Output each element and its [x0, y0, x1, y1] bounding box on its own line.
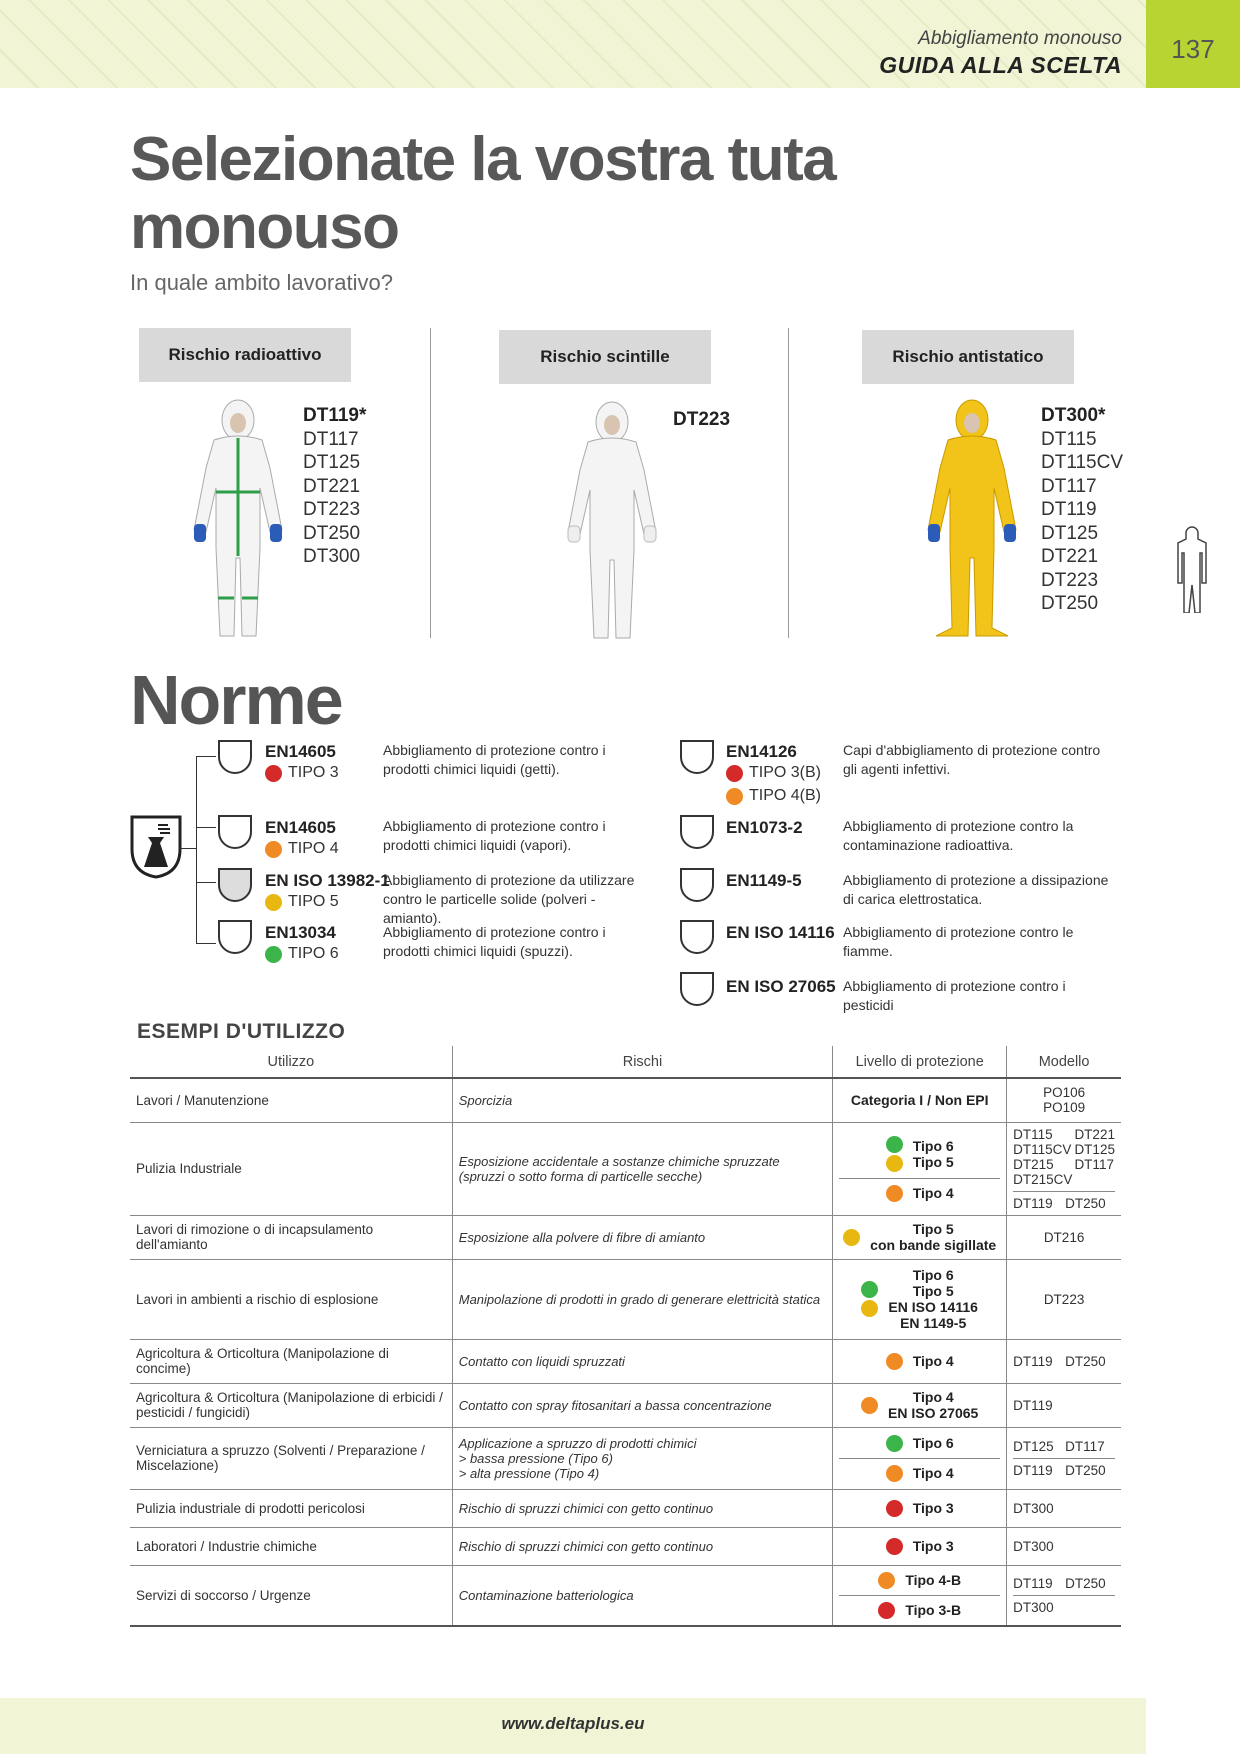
cell-model: [1007, 1427, 1121, 1489]
cell-risk: Rischio di spruzzi chimici con getto continuo: [452, 1527, 832, 1565]
model-item: DT115CV: [1041, 452, 1124, 473]
page-title: Selezionate la vostra tuta monouso: [130, 125, 836, 262]
model-item: DT117: [303, 428, 359, 450]
model-group: [1013, 1191, 1115, 1211]
column-header: Livello di protezione: [833, 1046, 1007, 1078]
shower-shield-icon: [218, 815, 252, 849]
model-item: DT125: [303, 452, 361, 473]
protection-level-label: Tipo 4: [912, 1465, 954, 1481]
cell-model: [1007, 1383, 1121, 1427]
protection-level-label: con bande sigillate: [870, 1237, 997, 1253]
table-row: [130, 1383, 1121, 1427]
type6-dot: [265, 946, 282, 963]
model-code: DT115: [1013, 1126, 1053, 1142]
protection-level: [839, 1267, 1000, 1331]
model-group: [1013, 1576, 1115, 1591]
type5-dot: [265, 894, 282, 911]
radioactive-shield-icon: [680, 815, 714, 849]
protection-level: [839, 1433, 1000, 1454]
protection-level-dot: [886, 1500, 903, 1517]
cell-model: [1007, 1339, 1121, 1383]
norm-type: [265, 893, 339, 911]
protection-level-dot: [843, 1229, 860, 1246]
protection-level-label: Tipo 4-B: [905, 1572, 962, 1588]
biohazard-shield-icon: [680, 740, 714, 774]
norm-tree-bracket: [196, 756, 216, 944]
cell-model: [1007, 1527, 1121, 1565]
model-list-radioactive: [303, 404, 366, 569]
norm-type-label: TIPO 4(B): [749, 787, 822, 804]
model-item: DT250: [303, 522, 361, 544]
model-code: DT125: [1074, 1141, 1115, 1157]
model-code: DT117: [1074, 1156, 1114, 1172]
norm-description: Abbigliamento di protezione contro i prodotti chimici liquidi (spuzzi).: [383, 924, 606, 959]
protection-level-label: Tipo 5: [912, 1153, 954, 1170]
model-code: DT216: [1043, 1229, 1085, 1245]
cell-protection-level: [833, 1489, 1007, 1527]
norm-description: Abbigliamento di protezione contro i prodotti chimici liquidi (getti).: [383, 742, 606, 777]
pesticide-shield-icon: [680, 972, 714, 1006]
coverall-suit-image: [564, 400, 660, 644]
protection-level-label: EN 1149-5: [900, 1315, 967, 1331]
cell-protection-level: [833, 1565, 1007, 1626]
norm-type: [265, 840, 339, 858]
protection-level: [839, 1389, 1000, 1421]
norm-description: Capi d'abbigliamento di protezione contro gli agenti infettivi.: [843, 742, 1101, 777]
protection-level: [839, 1221, 1000, 1253]
risk-box-radioactive: Rischio radioattivo: [139, 328, 351, 382]
model-group: [1013, 1292, 1115, 1307]
model-list-antistatic: [1041, 404, 1123, 616]
coverall-outline-icon: [1176, 525, 1208, 613]
norm-code: EN ISO 27065: [726, 977, 836, 996]
protection-level-dot: [886, 1538, 903, 1555]
protection-level-label: Tipo 4: [912, 1389, 954, 1405]
table-row: [130, 1259, 1121, 1339]
cell-model: [1007, 1565, 1121, 1626]
model-item: DT221: [303, 475, 361, 497]
model-code: DT221: [1074, 1126, 1115, 1142]
splash-shield-icon: [218, 920, 252, 954]
cell-protection-level: [833, 1527, 1007, 1565]
column-divider: [788, 328, 789, 638]
jet-spray-shield-icon: [218, 740, 252, 774]
protection-level-label: Tipo 3: [912, 1538, 954, 1554]
type4b-dot: [726, 788, 743, 805]
protection-level: [839, 1570, 1000, 1591]
norm-type: [726, 764, 821, 782]
protection-level: [839, 1351, 1000, 1372]
coverall-suit-image: [922, 398, 1022, 642]
type4-dot: [265, 841, 282, 858]
protection-level-label: Tipo 3-B: [905, 1602, 962, 1618]
type3-dot: [265, 765, 282, 782]
cell-risk: Contatto con liquidi spruzzati: [452, 1339, 832, 1383]
cell-protection-level: [833, 1078, 1007, 1122]
norm-code: EN14126: [726, 742, 797, 761]
model-item: DT119: [1041, 499, 1097, 520]
model-code: DT250: [1065, 1575, 1106, 1591]
examples-table-body: [130, 1078, 1121, 1626]
cell-use: Pulizia industriale di prodotti pericolosi: [130, 1489, 452, 1527]
cell-use: Pulizia Industriale: [130, 1122, 452, 1215]
table-row: [130, 1489, 1121, 1527]
cell-risk: Contatto con spray fitosanitari a bassa concentrazione: [452, 1383, 832, 1427]
cell-model: [1007, 1122, 1121, 1215]
model-code: DT125: [1013, 1438, 1054, 1454]
cell-risk: Esposizione accidentale a sostanze chimiche spruzzate (spruzzi o sotto forma di particelle secche): [452, 1122, 832, 1215]
flame-shield-icon: [680, 920, 714, 954]
protection-level: [839, 1498, 1000, 1519]
column-header: Modello: [1007, 1046, 1121, 1078]
table-header-row: [130, 1046, 1121, 1078]
risk-line: > alta pressione (Tipo 4): [458, 1465, 600, 1481]
norm-type-label: TIPO 4: [288, 840, 339, 857]
norm-code: EN14605: [265, 818, 336, 837]
protection-level-label: Tipo 5: [912, 1221, 954, 1237]
protection-level-dot: [886, 1353, 903, 1370]
model-code: DT250: [1065, 1353, 1106, 1369]
table-row: [130, 1565, 1121, 1626]
protection-level: [839, 1178, 1000, 1204]
model-code: DT119: [1013, 1353, 1053, 1369]
norm-description: Abbigliamento di protezione contro i prodotti chimici liquidi (vapori).: [383, 818, 606, 853]
protection-level: [839, 1092, 1000, 1108]
model-code: PO106: [1043, 1085, 1086, 1101]
model-group: [1013, 1439, 1115, 1454]
model-code: DT115CV: [1013, 1141, 1072, 1157]
chemical-protection-shield-icon: [130, 815, 182, 879]
model-code: DT215CV: [1013, 1171, 1073, 1187]
risk-line: > bassa pressione (Tipo 6): [458, 1450, 613, 1466]
column-divider: [430, 328, 431, 638]
protection-level: [839, 1536, 1000, 1557]
model-code: DT119: [1013, 1462, 1053, 1478]
protection-level-dot: [861, 1300, 878, 1317]
model-code: DT250: [1065, 1462, 1106, 1478]
protection-level-dot: [878, 1572, 895, 1589]
cell-risk: [452, 1427, 832, 1489]
cell-model: [1007, 1078, 1121, 1122]
model-code: PO109: [1043, 1100, 1086, 1116]
norm-type: [265, 945, 339, 963]
protection-level: [839, 1595, 1000, 1621]
model-item: DT223: [1041, 569, 1099, 591]
model-code: DT215: [1013, 1156, 1054, 1172]
model-item: DT300*: [1041, 405, 1106, 426]
norm-code: EN1073-2: [726, 818, 803, 837]
norm-description: Abbigliamento di protezione contro la contaminazione radioattiva.: [843, 818, 1074, 853]
protection-level-dot: [886, 1136, 903, 1153]
table-row: [130, 1339, 1121, 1383]
model-group: [1013, 1539, 1115, 1554]
cell-use: Servizi di soccorso / Urgenze: [130, 1565, 452, 1626]
protection-level-label: EN ISO 14116: [888, 1299, 978, 1315]
model-code: DT300: [1013, 1500, 1054, 1516]
cell-protection-level: [833, 1215, 1007, 1259]
risk-box-sparks: Rischio scintille: [499, 330, 711, 384]
cell-use: Agricoltura & Orticoltura (Manipolazione di erbicidi / pesticidi / fungicidi): [130, 1383, 452, 1427]
cell-use: Verniciatura a spruzzo (Solventi / Preparazione / Miscelazione): [130, 1427, 452, 1489]
protection-level-dot: [861, 1397, 878, 1414]
model-list-sparks: [673, 408, 730, 432]
norm-code: EN13034: [265, 923, 336, 942]
cell-model: [1007, 1215, 1121, 1259]
cell-use: Lavori / Manutenzione: [130, 1078, 452, 1122]
norm-code: EN ISO 13982-1: [265, 871, 390, 890]
model-group: [1013, 1085, 1115, 1115]
table-row: [130, 1527, 1121, 1565]
footer-url: www.deltaplus.eu: [501, 1714, 645, 1733]
model-group: [1013, 1501, 1115, 1516]
table-row: [130, 1078, 1121, 1122]
protection-level-label: EN ISO 27065: [888, 1405, 979, 1421]
protection-level-label: Tipo 4: [912, 1353, 954, 1369]
model-code: DT117: [1065, 1438, 1105, 1454]
norm-description: Abbigliamento di protezione contro le fiamme.: [843, 924, 1074, 959]
type3b-dot: [726, 765, 743, 782]
column-header: Rischi: [452, 1046, 832, 1078]
model-item: DT117: [1041, 475, 1097, 497]
particles-shield-icon: [218, 868, 252, 902]
model-group: [1013, 1354, 1115, 1369]
protection-level: [839, 1458, 1000, 1484]
norm-code: EN14605: [265, 742, 336, 761]
cell-risk: Esposizione alla polvere di fibre di amianto: [452, 1215, 832, 1259]
norm-type-label: TIPO 6: [288, 945, 339, 962]
model-item: DT115: [1041, 428, 1097, 450]
protection-level-dot: [861, 1281, 878, 1298]
model-group: [1013, 1595, 1115, 1615]
cell-protection-level: [833, 1383, 1007, 1427]
norm-tree-line: [196, 882, 216, 883]
norm-description: Abbigliamento di protezione contro i pesticidi: [843, 978, 1066, 1013]
norm-type: [265, 764, 339, 782]
table-row: [130, 1122, 1121, 1215]
cell-use: Lavori di rimozione o di incapsulamento dell'amianto: [130, 1215, 452, 1259]
risk-line: Applicazione a spruzzo di prodotti chimici: [458, 1435, 697, 1451]
model-code: DT223: [1043, 1291, 1085, 1307]
coverall-suit-image: [190, 398, 286, 642]
norm-type-label: TIPO 5: [288, 893, 339, 910]
cell-use: Agricoltura & Orticoltura (Manipolazione di concime): [130, 1339, 452, 1383]
cell-risk: Rischio di spruzzi chimici con getto continuo: [452, 1489, 832, 1527]
examples-title: ESEMPI D'UTILIZZO: [137, 1020, 346, 1043]
cell-protection-level: [833, 1259, 1007, 1339]
protection-level-label: Tipo 4: [912, 1185, 954, 1201]
protection-level-label: Categoria I / Non EPI: [850, 1092, 989, 1109]
norm-tree-line: [196, 827, 216, 828]
norm-type-label: TIPO 3: [288, 764, 339, 781]
cell-risk: Contaminazione batteriologica: [452, 1565, 832, 1626]
norm-description: Abbigliamento di protezione da utilizzare contro le particelle solide (polveri - amianto).: [383, 872, 635, 926]
protection-level-dot: [886, 1155, 903, 1172]
cell-protection-level: [833, 1427, 1007, 1489]
examples-table: [130, 1046, 1121, 1627]
cell-risk: Manipolazione di prodotti in grado di generare elettricità statica: [452, 1259, 832, 1339]
protection-level-dot: [886, 1185, 903, 1202]
header-title: GUIDA ALLA SCELTA: [879, 52, 1122, 78]
model-group: [1013, 1127, 1115, 1187]
cell-model: [1007, 1489, 1121, 1527]
model-code: DT300: [1013, 1538, 1054, 1554]
model-group: [1013, 1230, 1115, 1245]
model-group: [1013, 1398, 1115, 1413]
model-code: DT119: [1013, 1397, 1053, 1413]
risk-box-antistatic: Rischio antistatico: [862, 330, 1074, 384]
cell-use: Lavori in ambienti a rischio di esplosione: [130, 1259, 452, 1339]
protection-level-label: Tipo 6: [912, 1137, 954, 1154]
protection-level-dot: [878, 1602, 895, 1619]
cell-protection-level: [833, 1122, 1007, 1215]
norm-code: EN1149-5: [726, 871, 802, 890]
model-item: DT119*: [303, 405, 367, 426]
model-code: DT119: [1013, 1575, 1053, 1591]
norm-description: Abbigliamento di protezione a dissipazione di carica elettrostatica.: [843, 872, 1109, 907]
model-item: DT250: [1041, 593, 1099, 614]
protection-level-label: Tipo 5: [912, 1283, 954, 1299]
model-group: [1013, 1458, 1115, 1478]
model-code: DT119: [1013, 1195, 1053, 1211]
model-code: DT300: [1013, 1599, 1054, 1615]
cell-model: [1007, 1259, 1121, 1339]
model-code: DT250: [1065, 1195, 1106, 1211]
header-subtitle: Abbigliamento monouso: [918, 28, 1122, 49]
norm-code: EN ISO 14116: [726, 923, 835, 942]
antistatic-shield-icon: [680, 868, 714, 902]
model-item: DT300: [303, 546, 361, 567]
model-item: DT125: [1041, 522, 1099, 544]
protection-level-dot: [886, 1465, 903, 1482]
cell-risk: Sporcizia: [452, 1078, 832, 1122]
protection-level: [839, 1134, 1000, 1174]
page-number: 137: [1171, 34, 1215, 64]
cell-protection-level: [833, 1339, 1007, 1383]
model-item: DT221: [1041, 546, 1099, 567]
norme-title: Norme: [130, 661, 342, 739]
model-item: DT223: [303, 499, 361, 520]
table-row: [130, 1215, 1121, 1259]
protection-level-dot: [886, 1435, 903, 1452]
page-subtitle: In quale ambito lavorativo?: [130, 270, 393, 295]
norm-type: [726, 787, 821, 805]
protection-level-label: Tipo 3: [912, 1500, 954, 1516]
cell-use: Laboratori / Industrie chimiche: [130, 1527, 452, 1565]
norm-type-label: TIPO 3(B): [749, 764, 822, 781]
protection-level-label: Tipo 6: [912, 1267, 954, 1283]
column-header: Utilizzo: [130, 1046, 452, 1078]
norm-tree-line: [180, 848, 196, 849]
protection-level-label: Tipo 6: [912, 1435, 954, 1451]
table-row: [130, 1427, 1121, 1489]
model-item: DT223: [673, 409, 731, 430]
